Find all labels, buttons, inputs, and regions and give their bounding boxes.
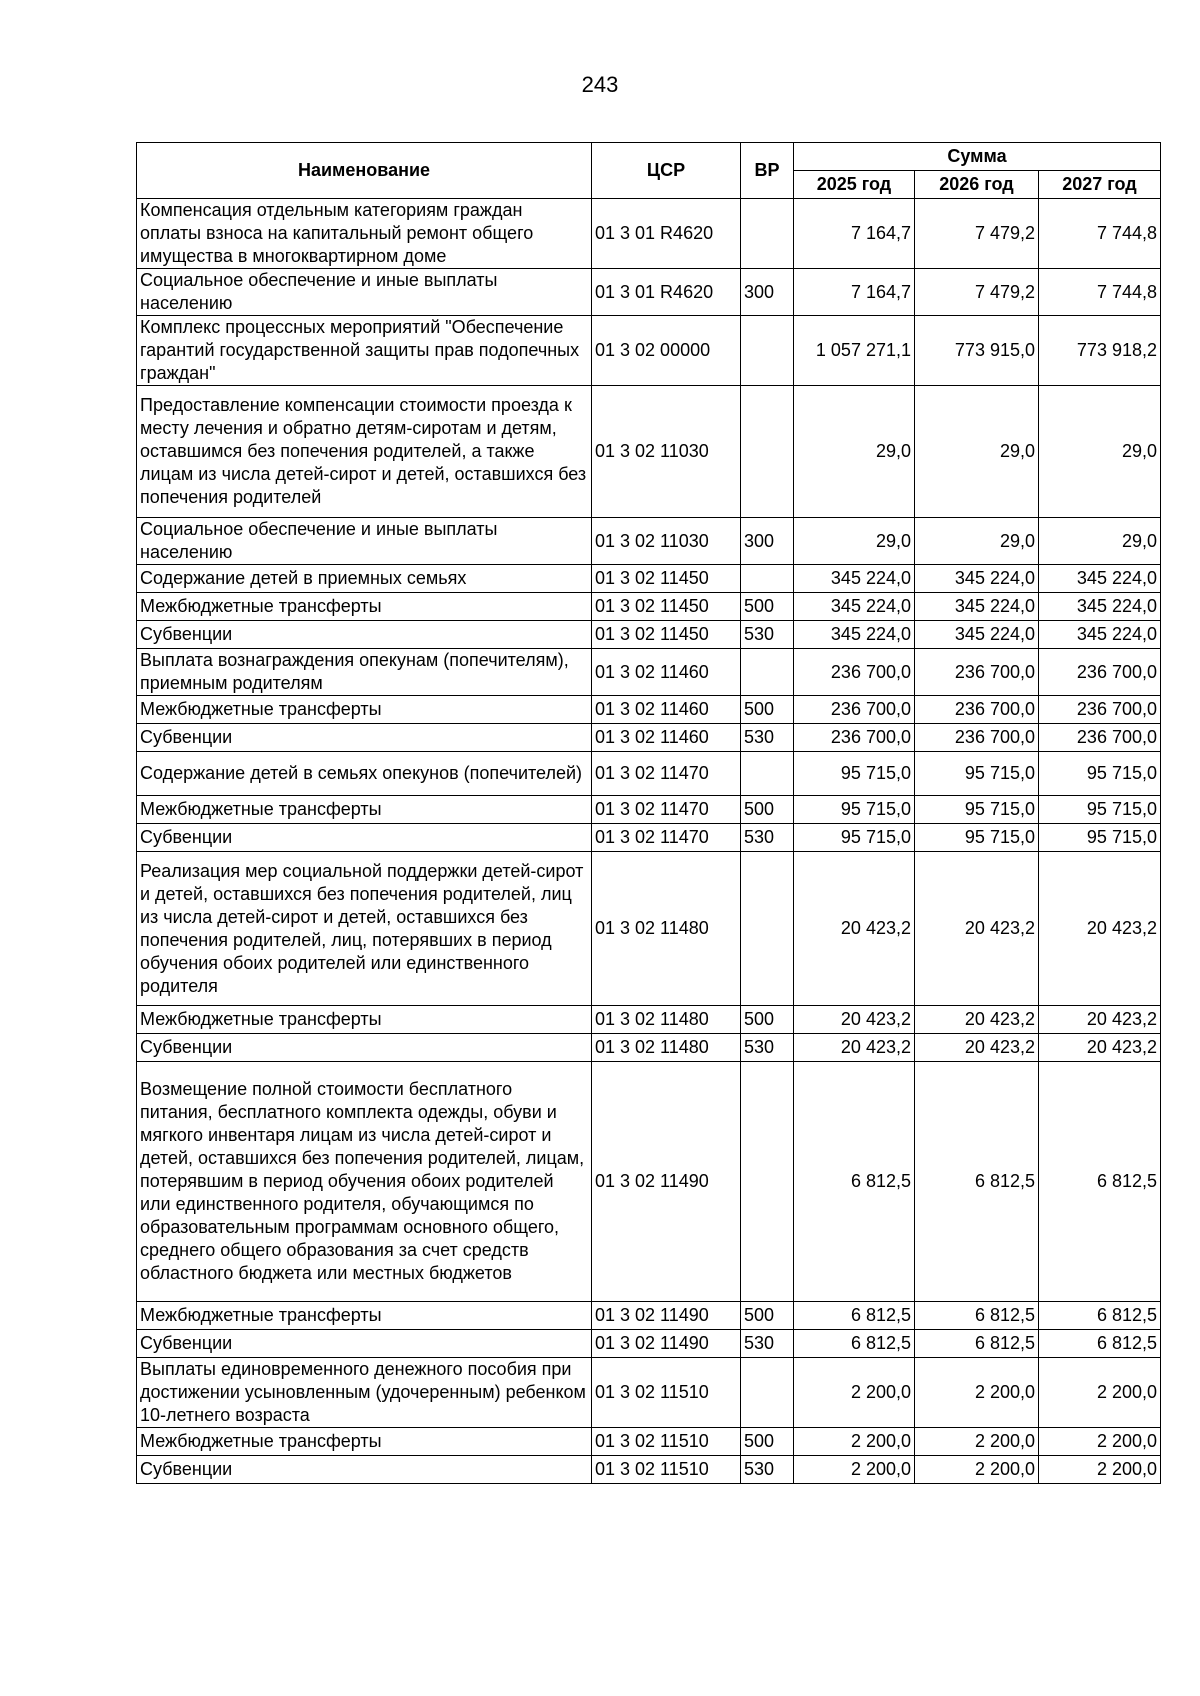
cell-y2027: 236 700,0 xyxy=(1039,649,1161,696)
cell-name: Предоставление компенсации стоимости проезда к месту лечения и обратно детям-сиротам и детям, оставшимся без попечения родителей, а также лицам из числа детей-сирот и детей, оставшихся без попечения родителей xyxy=(137,386,592,518)
table-row xyxy=(137,852,1161,1006)
cell-y2026: 6 812,5 xyxy=(915,1062,1039,1302)
cell-name: Реализация мер социальной поддержки детей-сирот и детей, оставшихся без попечения родителей, лиц из числа детей-сирот и детей, оставшихся без попечения родителей, лиц, потерявших в период обучения обоих родителей или единственного родителя xyxy=(137,852,592,1006)
cell-name: Социальное обеспечение и иные выплаты населению xyxy=(137,269,592,316)
cell-y2026: 7 479,2 xyxy=(915,199,1039,269)
cell-y2026: 236 700,0 xyxy=(915,696,1039,724)
cell-y2027: 95 715,0 xyxy=(1039,796,1161,824)
cell-y2026: 95 715,0 xyxy=(915,752,1039,796)
cell-y2025: 345 224,0 xyxy=(794,565,915,593)
cell-vr: 530 xyxy=(741,824,794,852)
cell-y2026: 20 423,2 xyxy=(915,1034,1039,1062)
table-row xyxy=(137,1034,1161,1062)
cell-y2025: 2 200,0 xyxy=(794,1428,915,1456)
cell-y2025: 2 200,0 xyxy=(794,1456,915,1484)
cell-y2027: 773 918,2 xyxy=(1039,316,1161,386)
cell-vr xyxy=(741,649,794,696)
cell-csr: 01 3 02 11460 xyxy=(592,696,741,724)
table-row xyxy=(137,649,1161,696)
cell-csr: 01 3 02 11490 xyxy=(592,1062,741,1302)
cell-y2025: 29,0 xyxy=(794,386,915,518)
cell-vr xyxy=(741,752,794,796)
cell-y2026: 6 812,5 xyxy=(915,1330,1039,1358)
table-header xyxy=(137,143,1161,199)
cell-y2027: 2 200,0 xyxy=(1039,1358,1161,1428)
cell-csr: 01 3 02 11490 xyxy=(592,1302,741,1330)
cell-csr: 01 3 02 00000 xyxy=(592,316,741,386)
cell-csr: 01 3 02 11470 xyxy=(592,824,741,852)
cell-name: Субвенции xyxy=(137,621,592,649)
header-name: Наименование xyxy=(137,143,592,199)
header-year-2027: 2027 год xyxy=(1039,171,1161,199)
cell-csr: 01 3 02 11480 xyxy=(592,1006,741,1034)
cell-name: Межбюджетные трансферты xyxy=(137,593,592,621)
cell-name: Компенсация отдельным категориям граждан оплаты взноса на капитальный ремонт общего имущества в многоквартирном доме xyxy=(137,199,592,269)
cell-csr: 01 3 02 11450 xyxy=(592,621,741,649)
cell-y2025: 20 423,2 xyxy=(794,1034,915,1062)
cell-vr xyxy=(741,386,794,518)
cell-y2025: 7 164,7 xyxy=(794,199,915,269)
cell-vr: 500 xyxy=(741,1006,794,1034)
cell-y2025: 345 224,0 xyxy=(794,593,915,621)
cell-name: Субвенции xyxy=(137,1034,592,1062)
cell-name: Субвенции xyxy=(137,1456,592,1484)
cell-y2026: 95 715,0 xyxy=(915,824,1039,852)
table-row xyxy=(137,1330,1161,1358)
cell-y2027: 2 200,0 xyxy=(1039,1428,1161,1456)
table-row xyxy=(137,316,1161,386)
cell-y2027: 20 423,2 xyxy=(1039,852,1161,1006)
cell-name: Межбюджетные трансферты xyxy=(137,1006,592,1034)
page-number: 243 xyxy=(581,72,619,97)
table-row xyxy=(137,724,1161,752)
header-sum: Сумма xyxy=(794,143,1161,171)
cell-y2027: 2 200,0 xyxy=(1039,1456,1161,1484)
cell-name: Содержание детей в приемных семьях xyxy=(137,565,592,593)
cell-name: Межбюджетные трансферты xyxy=(137,1302,592,1330)
cell-name: Комплекс процессных мероприятий "Обеспечение гарантий государственной защиты прав подопечных граждан" xyxy=(137,316,592,386)
table-row xyxy=(137,269,1161,316)
cell-y2025: 7 164,7 xyxy=(794,269,915,316)
cell-y2026: 236 700,0 xyxy=(915,724,1039,752)
cell-y2027: 7 744,8 xyxy=(1039,269,1161,316)
cell-vr: 500 xyxy=(741,593,794,621)
cell-csr: 01 3 02 11470 xyxy=(592,796,741,824)
cell-y2025: 236 700,0 xyxy=(794,649,915,696)
cell-name: Субвенции xyxy=(137,1330,592,1358)
cell-y2027: 6 812,5 xyxy=(1039,1330,1161,1358)
cell-y2026: 345 224,0 xyxy=(915,593,1039,621)
cell-y2026: 20 423,2 xyxy=(915,852,1039,1006)
cell-csr: 01 3 02 11460 xyxy=(592,724,741,752)
table-row xyxy=(137,752,1161,796)
table-row xyxy=(137,593,1161,621)
cell-y2026: 29,0 xyxy=(915,386,1039,518)
table-row xyxy=(137,1062,1161,1302)
cell-vr: 530 xyxy=(741,1330,794,1358)
cell-name: Межбюджетные трансферты xyxy=(137,796,592,824)
cell-y2026: 7 479,2 xyxy=(915,269,1039,316)
cell-vr: 530 xyxy=(741,1034,794,1062)
cell-y2026: 773 915,0 xyxy=(915,316,1039,386)
cell-y2025: 345 224,0 xyxy=(794,621,915,649)
cell-y2027: 6 812,5 xyxy=(1039,1302,1161,1330)
cell-y2027: 29,0 xyxy=(1039,386,1161,518)
cell-y2025: 6 812,5 xyxy=(794,1302,915,1330)
cell-y2026: 2 200,0 xyxy=(915,1456,1039,1484)
cell-y2026: 236 700,0 xyxy=(915,649,1039,696)
cell-vr xyxy=(741,199,794,269)
cell-y2027: 95 715,0 xyxy=(1039,824,1161,852)
table-row xyxy=(137,565,1161,593)
cell-csr: 01 3 01 R4620 xyxy=(592,269,741,316)
cell-vr xyxy=(741,1062,794,1302)
cell-y2027: 20 423,2 xyxy=(1039,1006,1161,1034)
table-row xyxy=(137,1302,1161,1330)
cell-vr: 530 xyxy=(741,621,794,649)
budget-table xyxy=(136,142,1161,1484)
cell-csr: 01 3 02 11470 xyxy=(592,752,741,796)
cell-y2027: 6 812,5 xyxy=(1039,1062,1161,1302)
header-vr: ВР xyxy=(741,143,794,199)
cell-y2025: 20 423,2 xyxy=(794,852,915,1006)
cell-name: Возмещение полной стоимости бесплатного питания, бесплатного комплекта одежды, обуви и мягкого инвентаря лицам из числа детей-сирот и детей, оставшихся без попечения родителей, лицам, потерявшим в период обучения обоих родителей или единственного родителя, обучающимся по образовательным программам основного общего, среднего общего образования за счет средств областного бюджета или местных бюджетов xyxy=(137,1062,592,1302)
cell-name: Межбюджетные трансферты xyxy=(137,1428,592,1456)
table-row xyxy=(137,1006,1161,1034)
cell-y2026: 20 423,2 xyxy=(915,1006,1039,1034)
cell-y2027: 29,0 xyxy=(1039,518,1161,565)
header-csr: ЦСР xyxy=(592,143,741,199)
table-row xyxy=(137,518,1161,565)
cell-csr: 01 3 02 11450 xyxy=(592,565,741,593)
cell-name: Субвенции xyxy=(137,724,592,752)
cell-y2025: 95 715,0 xyxy=(794,796,915,824)
cell-name: Выплаты единовременного денежного пособия при достижении усыновленным (удочеренным) ребенком 10-летнего возраста xyxy=(137,1358,592,1428)
cell-csr: 01 3 02 11030 xyxy=(592,386,741,518)
cell-y2027: 95 715,0 xyxy=(1039,752,1161,796)
cell-name: Субвенции xyxy=(137,824,592,852)
cell-vr: 530 xyxy=(741,1456,794,1484)
table-row xyxy=(137,824,1161,852)
cell-csr: 01 3 02 11510 xyxy=(592,1456,741,1484)
cell-vr: 500 xyxy=(741,696,794,724)
table-row xyxy=(137,1428,1161,1456)
table-row xyxy=(137,1456,1161,1484)
cell-name: Выплата вознаграждения опекунам (попечителям), приемным родителям xyxy=(137,649,592,696)
cell-csr: 01 3 02 11480 xyxy=(592,1034,741,1062)
cell-vr xyxy=(741,565,794,593)
cell-vr: 300 xyxy=(741,518,794,565)
cell-y2025: 95 715,0 xyxy=(794,752,915,796)
cell-csr: 01 3 02 11510 xyxy=(592,1358,741,1428)
cell-y2025: 95 715,0 xyxy=(794,824,915,852)
cell-y2027: 7 744,8 xyxy=(1039,199,1161,269)
table-row xyxy=(137,696,1161,724)
cell-y2025: 236 700,0 xyxy=(794,696,915,724)
table-row xyxy=(137,1358,1161,1428)
cell-y2025: 6 812,5 xyxy=(794,1330,915,1358)
table-row xyxy=(137,621,1161,649)
cell-y2025: 2 200,0 xyxy=(794,1358,915,1428)
cell-y2027: 20 423,2 xyxy=(1039,1034,1161,1062)
cell-y2026: 95 715,0 xyxy=(915,796,1039,824)
cell-vr xyxy=(741,1358,794,1428)
cell-y2027: 345 224,0 xyxy=(1039,593,1161,621)
cell-y2025: 236 700,0 xyxy=(794,724,915,752)
cell-name: Содержание детей в семьях опекунов (попечителей) xyxy=(137,752,592,796)
table-row xyxy=(137,796,1161,824)
cell-vr: 530 xyxy=(741,724,794,752)
cell-y2026: 345 224,0 xyxy=(915,565,1039,593)
cell-csr: 01 3 02 11510 xyxy=(592,1428,741,1456)
cell-y2025: 20 423,2 xyxy=(794,1006,915,1034)
cell-y2025: 29,0 xyxy=(794,518,915,565)
cell-csr: 01 3 02 11030 xyxy=(592,518,741,565)
cell-y2027: 345 224,0 xyxy=(1039,565,1161,593)
cell-csr: 01 3 02 11480 xyxy=(592,852,741,1006)
cell-y2026: 29,0 xyxy=(915,518,1039,565)
cell-y2026: 345 224,0 xyxy=(915,621,1039,649)
cell-y2027: 236 700,0 xyxy=(1039,724,1161,752)
cell-vr xyxy=(741,316,794,386)
cell-y2026: 2 200,0 xyxy=(915,1358,1039,1428)
cell-csr: 01 3 02 11460 xyxy=(592,649,741,696)
cell-vr: 500 xyxy=(741,796,794,824)
cell-name: Социальное обеспечение и иные выплаты населению xyxy=(137,518,592,565)
cell-y2026: 2 200,0 xyxy=(915,1428,1039,1456)
cell-y2026: 6 812,5 xyxy=(915,1302,1039,1330)
table-row xyxy=(137,199,1161,269)
cell-name: Межбюджетные трансферты xyxy=(137,696,592,724)
table-body xyxy=(137,199,1161,1484)
cell-csr: 01 3 02 11450 xyxy=(592,593,741,621)
header-year-2026: 2026 год xyxy=(915,171,1039,199)
cell-vr xyxy=(741,852,794,1006)
cell-y2025: 6 812,5 xyxy=(794,1062,915,1302)
cell-csr: 01 3 02 11490 xyxy=(592,1330,741,1358)
cell-y2027: 236 700,0 xyxy=(1039,696,1161,724)
cell-vr: 300 xyxy=(741,269,794,316)
cell-vr: 500 xyxy=(741,1302,794,1330)
cell-y2027: 345 224,0 xyxy=(1039,621,1161,649)
cell-csr: 01 3 01 R4620 xyxy=(592,199,741,269)
table-row xyxy=(137,386,1161,518)
cell-y2025: 1 057 271,1 xyxy=(794,316,915,386)
header-year-2025: 2025 год xyxy=(794,171,915,199)
cell-vr: 500 xyxy=(741,1428,794,1456)
